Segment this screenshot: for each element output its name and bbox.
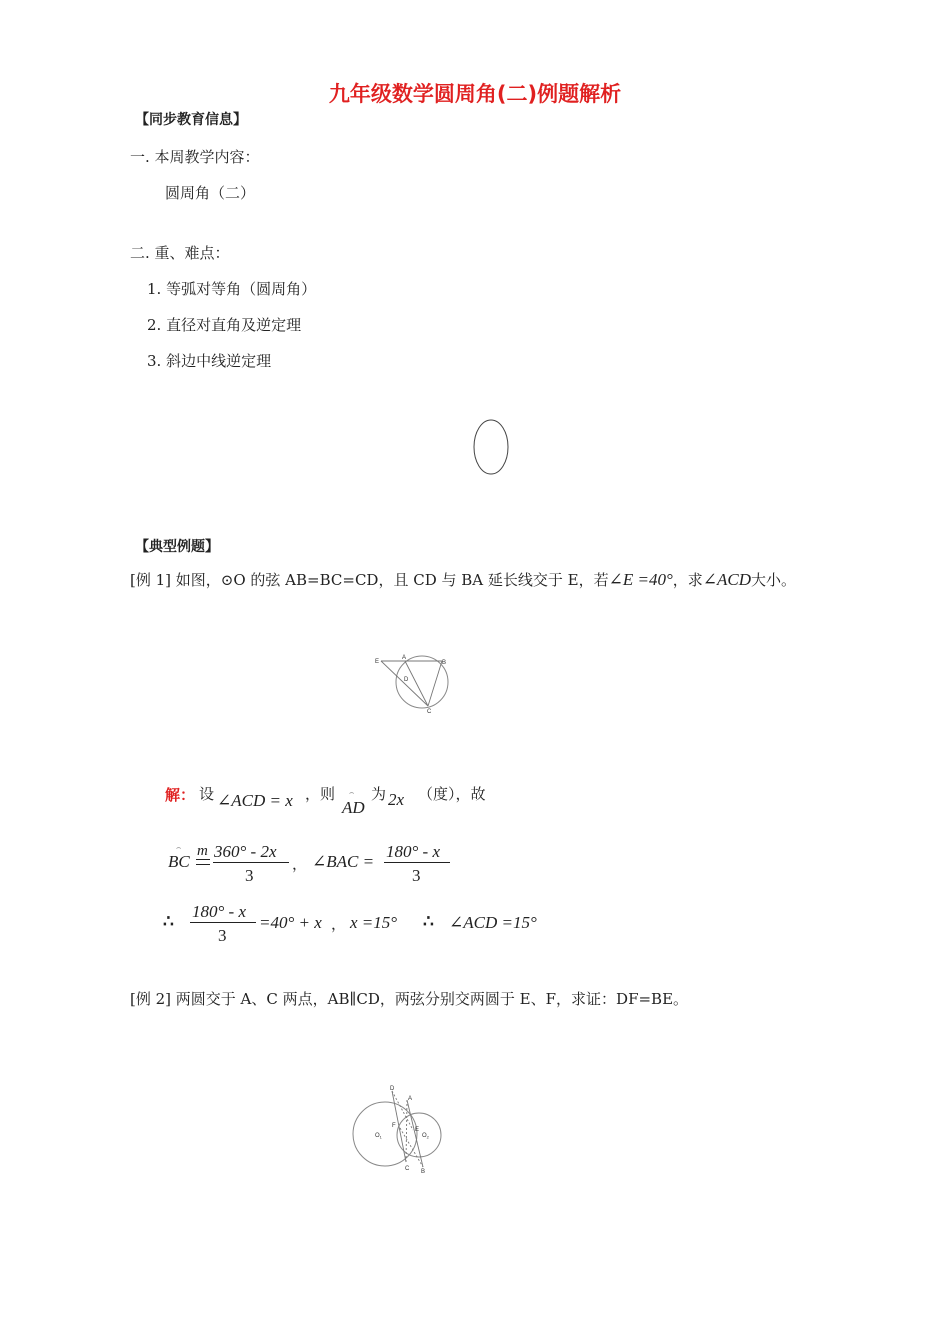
solution-lead: 解： [165, 786, 196, 804]
key-point-2: 2. 直径对直角及逆定理 [147, 316, 302, 334]
solution-final: ∠ACD =15° [449, 913, 537, 932]
solution-s2: ，则 [305, 785, 336, 803]
solution-m1: ∠ACD = x [217, 791, 293, 810]
ellipse-shape [470, 418, 512, 476]
label-d: D [404, 677, 409, 683]
arc-mark-ad: ⌢ [349, 788, 355, 797]
example1-condition: ∠E =40° [608, 570, 673, 589]
line-bc [428, 661, 442, 706]
frac2-bar [384, 862, 450, 863]
frac3-denominator: 3 [218, 926, 227, 945]
sync-info-header: 【同步教育信息】 [135, 112, 247, 128]
label-b: B [442, 660, 447, 666]
label-a: A [402, 655, 407, 661]
section2-label: 二. 重、难点： [130, 244, 230, 262]
solution-arc-ad: AD [342, 798, 365, 817]
label-c: C [427, 709, 432, 715]
example1-prefix: [例 1] 如图，⊙O 的弦 AB=BC=CD，且 CD 与 BA 延长线交于 E，若 [130, 571, 609, 589]
page-title: 九年级数学圆周角(二)例题解析 [328, 82, 622, 106]
frac3-bar [190, 922, 256, 923]
label2-c: C [405, 1166, 410, 1172]
solution-m-letter: m [197, 843, 208, 859]
solution-m3: 2x [388, 790, 405, 809]
line-ac [405, 661, 428, 706]
solution-bac: ∠BAC = [312, 852, 375, 871]
label2-o2: $O_2$ [422, 1133, 429, 1140]
solution-arc-bc: BC [168, 852, 190, 871]
example2-figure [348, 1078, 448, 1180]
label2-o1: $O_1$ [375, 1133, 382, 1140]
section1-label: 一. 本周教学内容： [130, 148, 260, 166]
label2-e: E [415, 1127, 420, 1133]
key-point-3: 3. 斜边中线逆定理 [147, 352, 272, 370]
frac2-denominator: 3 [412, 866, 421, 885]
solution-x-value: x =15° [350, 913, 398, 932]
frac1-bar [213, 862, 289, 863]
label2-a: A [408, 1096, 413, 1102]
section1-content: 圆周角（二） [165, 184, 256, 202]
label2-b: B [421, 1169, 426, 1175]
example1-suffix: 大小。 [751, 571, 797, 589]
example1-figure [370, 650, 455, 720]
frac1-numerator: 360° - 2x [214, 842, 277, 861]
circle-o1 [353, 1102, 420, 1166]
example1-target: ∠ACD [702, 570, 752, 589]
frac1-denominator: 3 [245, 866, 254, 885]
line-ac [406, 1100, 407, 1162]
key-point-1: 1. 等弧对等角（圆周角） [147, 280, 317, 298]
therefore-symbol-2: ∴ [423, 912, 434, 932]
m-equal-bottom [196, 864, 210, 865]
solution-eq-rhs: =40° + x [259, 913, 322, 932]
label2-d: D [390, 1086, 395, 1092]
frac3-numerator: 180° - x [192, 902, 247, 921]
solution-comma1: ， [292, 855, 308, 873]
solution-s1: 设 [199, 785, 215, 803]
example1-mid: ，求 [672, 571, 703, 589]
label-e: E [375, 659, 380, 665]
solution-comma2: ， [331, 915, 347, 933]
solution-s3: 为 [371, 785, 387, 803]
example1-statement [130, 569, 796, 590]
label2-f: F [392, 1123, 396, 1129]
therefore-symbol: ∴ [163, 912, 174, 932]
frac2-numerator: 180° - x [386, 842, 441, 861]
solution-s4: （度），故 [418, 785, 486, 803]
line-ec [381, 661, 428, 706]
example2-statement: [例 2] 两圆交于 A、C 两点，AB∥CD，两弦分别交两圆于 E、F，求证：DF=BE。 [130, 990, 689, 1008]
m-equal-top [196, 859, 210, 860]
examples-header: 【典型例题】 [135, 539, 219, 555]
arc-mark-bc: ⌢ [176, 843, 182, 852]
